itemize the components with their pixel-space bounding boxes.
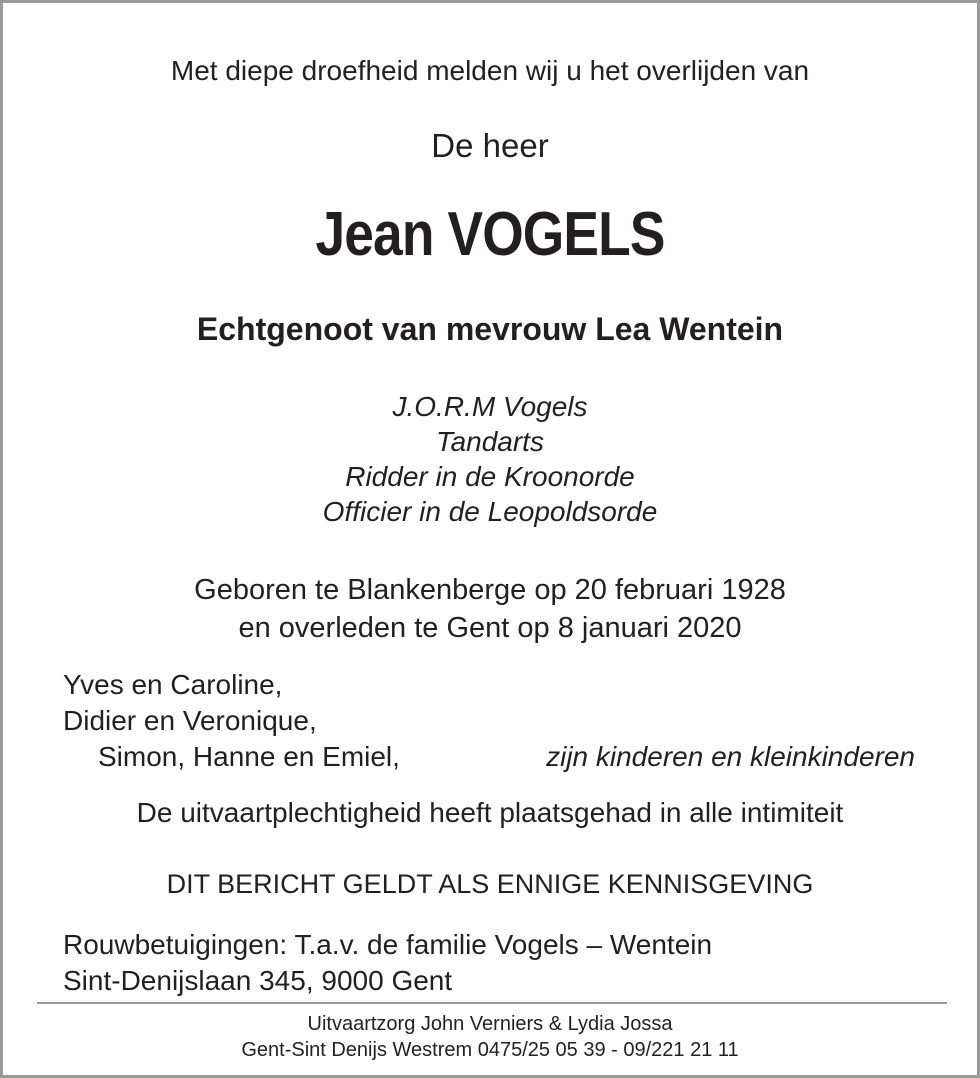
family-row [63,703,943,739]
funeral-home-contact: Gent-Sint Denijs Westrem 0475/25 05 39 - 09/221 21 11 [241,1039,739,1061]
life-dates [3,571,977,647]
deceased-name: Jean VOGELS [315,200,665,269]
family-relation: zijn kinderen en kleinkinderen [546,741,915,772]
children-names: Didier en Veronique, [63,705,317,736]
family-list [63,667,943,775]
death-line: en overleden te Gent op 8 januari 2020 [238,612,742,644]
spouse-line: Echtgenoot van mevrouw Lea Wentein [196,311,784,347]
condolences-line: Rouwbetuigingen: T.a.v. de familie Vogels – Wentein [63,929,713,960]
family-row [63,739,943,775]
intro-text: Met diepe droefheid melden wij u het overlijden van [170,55,810,86]
title-item: J.O.R.M Vogels [392,391,588,422]
title-item: Tandarts [436,426,544,457]
address-line: Sint-Denijslaan 345, 9000 Gent [63,965,453,996]
ceremony-text: De uitvaartplechtigheid heeft plaatsgehad in alle intimiteit [136,797,844,828]
salutation: De heer [431,127,549,164]
grandchildren-names: Simon, Hanne en Emiel, [98,741,400,772]
title-item: Officier in de Leopoldsorde [322,496,658,527]
birth-line: Geboren te Blankenberge op 20 februari 1928 [194,574,786,606]
notice-text: DIT BERICHT GELDT ALS ENNIGE KENNISGEVING [166,869,814,899]
titles-list [3,389,977,529]
condolences-address [63,927,712,999]
family-row [63,667,943,703]
title-item: Ridder in de Kroonorde [345,461,635,492]
footer-divider [37,1002,947,1004]
funeral-home-name: Uitvaartzorg John Verniers & Lydia Jossa [307,1013,673,1035]
funeral-home-footer [3,1011,977,1063]
children-names: Yves en Caroline, [63,669,283,700]
